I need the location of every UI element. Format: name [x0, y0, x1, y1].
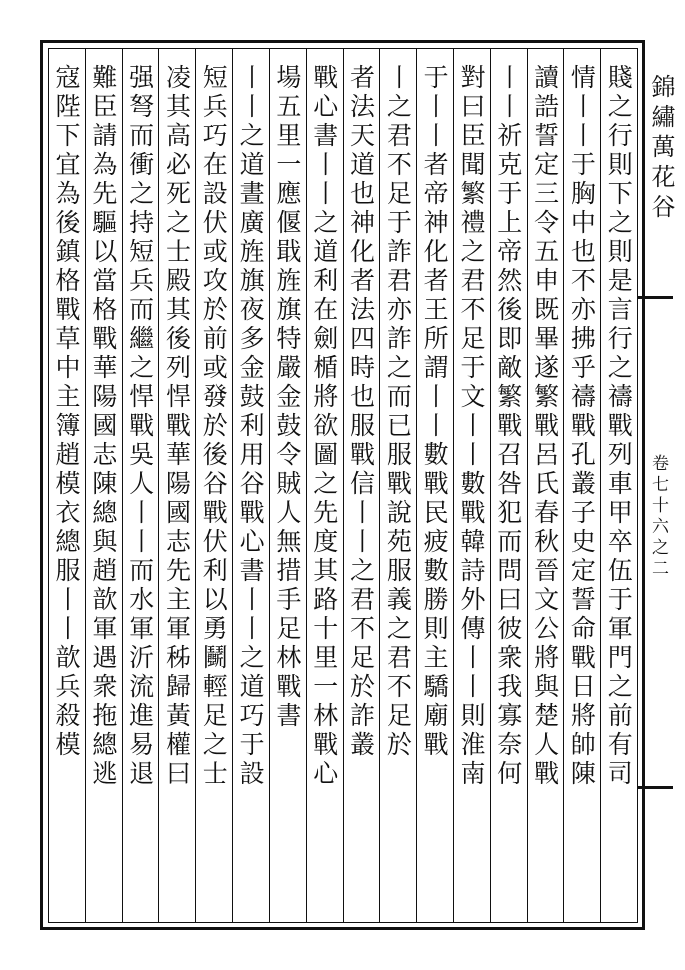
column-text: 丨丨之道晝廣旌旗夜多金鼓利用谷戰心書丨丨之道巧于設	[236, 64, 266, 789]
column-rule	[637, 48, 638, 923]
column-rule	[306, 48, 307, 923]
column-rule	[85, 48, 86, 923]
column-text: 强弩而衝之持短兵而繼之悍戰吳人丨丨而水軍沂流進易退	[125, 64, 155, 789]
text-column	[123, 64, 158, 914]
text-column	[270, 64, 305, 914]
text-column	[233, 64, 268, 914]
text-column	[454, 64, 489, 914]
column-text: 寇陛下宜為後鎮格戰草中主簿趙模衣總服丨丨歆兵殺模	[52, 64, 81, 760]
fishtail-mark-bottom	[637, 786, 673, 789]
column-text: 情丨丨于胸中也不亦拂乎禱戰孔叢子史定誓命戰日將帥陳	[567, 64, 597, 789]
text-column	[159, 64, 194, 914]
column-rule	[453, 48, 454, 923]
column-text: 賤之行則下之則是言行之禱戰列車甲卒伍于軍門之前有司	[604, 64, 634, 789]
column-text: 于丨丨者帝神化者王所謂丨丨數戰民疲數勝則主驕廟戰	[420, 64, 450, 760]
fishtail-mark-top	[637, 296, 673, 299]
column-text: 難臣請為先驅以當格戰華陽國志陳總與趙歆軍遇衆拖總逃	[88, 64, 118, 789]
column-text: 凌其高必死之士殿其後列悍戰華陽國志先主軍秭歸黃權曰	[162, 64, 192, 789]
text-column	[491, 64, 526, 914]
column-text: 者法天道也神化者法四時也服戰信丨丨之君不足於詐叢	[346, 64, 376, 760]
column-rule	[122, 48, 123, 923]
text-column	[344, 64, 379, 914]
column-rule	[416, 48, 417, 923]
column-rule	[527, 48, 528, 923]
column-text: 丨丨祈克于上帝然後即敵繁戰召咎犯而問曰彼衆我寡奈何	[493, 64, 523, 789]
column-rule	[600, 48, 601, 923]
text-column	[86, 64, 121, 914]
column-text: 對曰臣聞繁禮之君不足于文丨丨數戰韓詩外傳丨丨則淮南	[456, 64, 486, 789]
text-column	[528, 64, 563, 914]
column-rule	[269, 48, 270, 923]
text-column	[564, 64, 599, 914]
text-column	[307, 64, 342, 914]
column-text: 戰心書丨丨之道利在劍楯將欲圖之先度其路十里一林戰心	[309, 64, 339, 789]
text-column	[380, 64, 415, 914]
column-text: 讀誥誓定三令五申既畢遂繁戰呂氏春秋晉文公將與楚人戰	[530, 64, 560, 789]
column-text: 丨之君不足于詐君亦詐之而已服戰說苑服義之君不足於	[383, 64, 413, 760]
text-column	[196, 64, 231, 914]
column-rule	[232, 48, 233, 923]
text-column	[49, 64, 84, 914]
column-rule	[195, 48, 196, 923]
column-text: 場五里一應偃戢旌旗特嚴金鼓令賊人無措手足林戰書	[272, 64, 302, 731]
column-rule	[158, 48, 159, 923]
text-column	[417, 64, 452, 914]
column-rule	[563, 48, 564, 923]
column-rule	[490, 48, 491, 923]
column-text: 短兵巧在設伏或攻於前或發於後谷戰伏利以勇鬭輕足之士	[199, 64, 229, 789]
text-column	[601, 64, 636, 914]
column-rule	[343, 48, 344, 923]
book-title: 錦繡萬花谷	[647, 74, 675, 224]
column-rule	[379, 48, 380, 923]
volume-label: 卷七十六之二	[648, 454, 668, 580]
